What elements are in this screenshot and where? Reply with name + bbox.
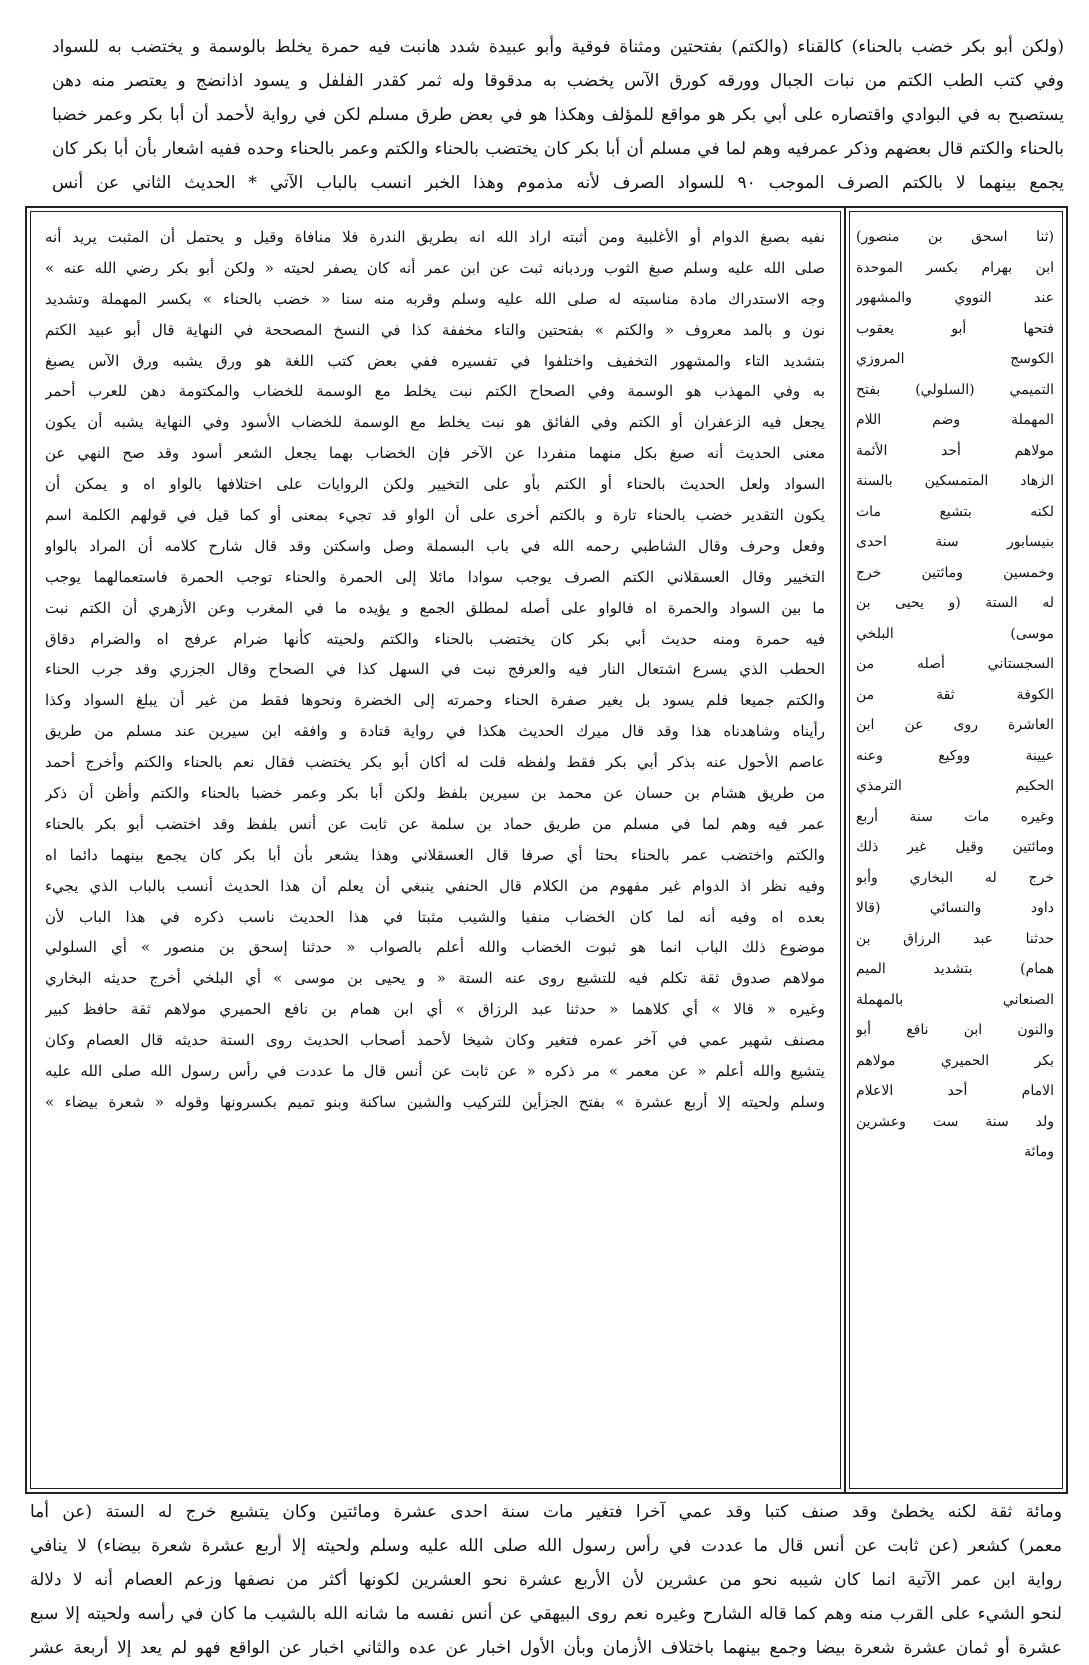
bottom-line: رواية ابن عمر الآتية انما كان شيبه نحو من عشرين لأن الأربع عشرة نحو العشرين لكونها أكثر من نصفها وزعم العصام أنه لا دلالة bbox=[30, 1570, 1062, 1590]
main-line: نون و بالمد معروف « والكتم » بفتحتين والتاء مخففة كذا في النسخ المصححة في النهاية قال أبو عبيد الكتم bbox=[45, 320, 825, 339]
side-line: وخمسين ومائتين خرج bbox=[856, 564, 1054, 581]
top-line: وفي كتب الطب الكتم من نبات الجبال وورقه كورق الآس يخضب به مدقوقا وله ثمر كقدر الفلفل و يسود اذانضج و يعتصر منه دهن bbox=[52, 71, 1064, 91]
side-line: خرج له البخاري وأبو bbox=[856, 869, 1054, 886]
main-line: عاصم الأحول عنه بذكر أبي بكر فقط ولفظه قلت له أكان أبو بكر يختضب فقال نعم بالحناء والكتم وأخرج أحمد bbox=[45, 753, 825, 772]
side-line: عند النووي والمشهور bbox=[856, 290, 1054, 306]
bottom-line: ومائة ثقة لكنه يخطئ وقد صنف كتبا وقد عمي آخرا فتغير مات سنة احدى عشرة ومائتين وكان يتشيع خرج له الستة (عن أما bbox=[30, 1502, 1062, 1522]
top-commentary bbox=[52, 30, 1064, 200]
main-line: معنى الحديث أنه صبغ بكل منهما منفردا عن الآخر فإن الخضاب بهما يجعل الشعر أسود وقد صح النهي عن bbox=[45, 444, 825, 463]
main-line: وجه الاستدراك مادة مناسبته له صلى الله عليه وسلم وقربه منه سنا « خضب بالحناء » بكسر المهملة وتشديد bbox=[45, 289, 825, 308]
side-line: (ثنا اسحق بن منصور) bbox=[856, 229, 1054, 245]
main-line: السواد ولعل الحديث بالحناء أو الكتم بأو على التخيير ولكن الروايات على اختلافها بالواو اه و يمكن أن bbox=[45, 475, 825, 494]
side-line: لكنه بتشيع مات bbox=[856, 503, 1054, 520]
main-line: موضوع ذلك الباب انما هو ثبوت الخضاب والله أعلم بالصواب « حدثنا إسحق بن منصور » أي السلولي bbox=[45, 938, 825, 957]
side-line: الكوفة ثقة من bbox=[856, 686, 1054, 703]
side-line: التميمي (السلولي) بفتح bbox=[856, 381, 1054, 398]
main-line: وسلم ولحيته إلا أربع عشرة » بفتح الجزأين للتركيب والشين ساكنة وبنو تميم بكسرونها وقوله « شعرة بيضاء » bbox=[45, 1092, 825, 1111]
bottom-commentary bbox=[30, 1495, 1062, 1665]
side-line: الحكيم الترمذي bbox=[856, 778, 1054, 794]
main-line: نفيه بصبغ الدوام أو الأغلبية ومن أثبته اراد الله انه بطريق الندرة فلا منافاة وقيل و يحتمل أن المثبت يريد أنه bbox=[45, 228, 825, 246]
side-line: الصنعاني بالمهملة bbox=[856, 991, 1054, 1008]
side-line: عيينة ووكيع وعنه bbox=[856, 747, 1054, 764]
side-line: بكر الحميري مولاهم bbox=[856, 1052, 1054, 1069]
side-line: ابن بهرام بكسر الموحدة bbox=[856, 259, 1054, 276]
side-line: ومائتين وقيل غير ذلك bbox=[856, 839, 1054, 855]
side-line: موسى) البلخي bbox=[856, 625, 1054, 642]
top-line: يستصبح به في البوادي واقتصاره على أبي بكر هو مواقع للمؤلف وهكذا هو في بعض طرق مسلم لكن في رواية لأحمد أن أبا بكر وعمر خضبا bbox=[52, 105, 1064, 125]
side-line: فتحها أبو يعقوب bbox=[856, 320, 1054, 337]
main-line: من طريق هشام بن حسان عن محمد بن سيرين بلفظ ولكن أبا بكر وعمر خضبا بالحناء والكتم وأظن أن ذكر bbox=[45, 784, 825, 803]
side-line: الكوسج المروزي bbox=[856, 351, 1054, 367]
main-line: وفعل وحرف وقال الشاطبي رحمه الله في باب البسملة وصل واسكتن وقد قال شارح كلامه أن المراد بالواو bbox=[45, 536, 825, 555]
bottom-line: معمر) كشعر (عن ثابت عن أنس قال ما عددت في رأس رسول الله صلى الله عليه وسلم ولحيته إلا أربع عشرة شعرة بيضاء) لا ينافي bbox=[30, 1536, 1062, 1556]
main-line: بعده اه وفيه أنه لما كان الخضاب منفيا والشيب مثبتا في هذا الحديث ناسب ذكره في هذا الباب لأن bbox=[45, 907, 825, 926]
main-line: الحطب الذي يسرع اشتعال النار فيه والعرفج نبت في السهل كذا في الصحاح وقال الجزري وقد جرب الحناء bbox=[45, 660, 825, 679]
main-line: والكتم جميعا فلم يسود بل يغير صفرة الحناء وحمرته إلى الخضرة ونحوها فقط من غير أن يبلغ السواد وكذا bbox=[45, 691, 825, 710]
main-line: صلى الله عليه وسلم صبغ الثوب وردبانه ثبت عن ابن عمر أنه كان يصفر لحيته « ولكن أبو بكر رضي الله عنه » bbox=[45, 258, 825, 277]
side-line: مولاهم أحد الأئمة bbox=[856, 442, 1054, 459]
main-line: به وفي المهذب هو الوسمة وفي الصحاح الكتم نبت يخلط مع الوسمة للخضاب والمكتومة دهن للعرب أحمر bbox=[45, 382, 825, 401]
side-line: ولد سنة ست وعشرين bbox=[856, 1113, 1054, 1130]
side-line: له الستة (و يحيى بن bbox=[856, 595, 1054, 611]
bottom-line: لنحو الشيء على القرب منه وهم كما قاله الشارح وغيره نعم روى البيهقي عن أنس نفسه ما شانه الله بالشيب ما كان في رأسه ولحيته إلا سبع bbox=[30, 1604, 1062, 1624]
side-line: الزهاد المتمسكين بالسنة bbox=[856, 473, 1054, 489]
side-commentary bbox=[856, 222, 1054, 1168]
main-line: وفيه نظر اذ الدوام غير مفهوم من الكلام قال الحنفي ينبغي أن يعلم أن هذا الحديث أنسب بالباب الذي يجيء bbox=[45, 876, 825, 895]
main-line: يجعل فيه الزعفران أو الكتم وفي الفائق هو نبت يخلط مع الوسمة للخضاب الأسود وفي النهاية يشبه أن يكون bbox=[45, 413, 825, 432]
side-line: المهملة وضم اللام bbox=[856, 412, 1054, 428]
top-line: يجمع بينهما لا بالكتم الصرف الموجب ٩٠ للسواد الصرف لأنه مذموم وهذا الخبر انسب بالباب الآتي * الحديث الثاني عن أنس bbox=[52, 173, 1064, 193]
side-line: ومائة bbox=[1024, 1144, 1054, 1160]
main-commentary bbox=[45, 222, 825, 1118]
side-line: همام) بتشديد الميم bbox=[856, 961, 1054, 977]
side-line: بنيسابور سنة احدى bbox=[856, 534, 1054, 550]
side-line: الامام أحد الاعلام bbox=[856, 1083, 1054, 1099]
main-line: مصنف شهير عمي في آخر عمره فتغير وكان شيخا لأحمد أصحاب الحديث روى الستة حديثه قال العصام وكان bbox=[45, 1031, 825, 1050]
top-line: بالحناء والكتم قال بعضهم وذكر عمرفيه وهم لما في مسلم أن أبا بكر كان يختضب بالحناء والكتم وعمر بالحناء وحده ففيه اشعار بأن أبا بكر كان bbox=[52, 139, 1064, 159]
side-line: والنون ابن نافع أبو bbox=[856, 1022, 1054, 1038]
side-line: العاشرة روى عن ابن bbox=[856, 717, 1054, 733]
main-line: والكتم واختضب عمر بالحناء بحتا أي صرفا قال العسقلاني وهذا يشعر بأن أبا بكر كان يجمع بينهما دائما اه bbox=[45, 845, 825, 864]
main-line: فيه حمرة ومنه حديث أبي بكر كان يختضب بالحناء والكتم ولحيته كأنها ضرام عرفج اه والضرام دقاق bbox=[45, 629, 825, 648]
main-line: بتشديد التاء والمشهور التخفيف واختلفوا في تفسيره ففي بعض كتب اللغة هو ورق يشبه ورق الآس يصبغ bbox=[45, 351, 825, 370]
side-line: السجستاني أصله من bbox=[856, 656, 1054, 672]
side-line: داود والنسائي (قالا bbox=[856, 900, 1054, 916]
main-line: يتشيع والله أعلم « عن معمر » مر ذكره « عن ثابت عن أنس قال ما عددت في رأس رسول الله صلى الله عليه bbox=[45, 1062, 825, 1081]
main-line: وغيره « قالا » أي كلاهما « حدثنا عبد الرزاق » أي ابن همام بن نافع الحميري مولاهم ثقة حافظ كبير bbox=[45, 1000, 825, 1019]
main-line: مولاهم صدوق ثقة تكلم فيه للتشيع روى عنه الستة « و يحيى بن موسى » أي البلخي أخرج حديثه البخاري bbox=[45, 969, 825, 988]
side-line: وغيره مات سنة أربع bbox=[856, 808, 1054, 825]
bottom-line: عشرة أو ثمان عشرة شعرة بيضا وجمع بينهما باختلاف الأزمان وبأن الأول اخبار عن عده والثاني اخبار عن الواقع فهو لم يعد إلا أربعة عشر bbox=[30, 1638, 1062, 1658]
main-line: ما بين السواد والحمرة اه فالواو على أصله لمطلق الجمع و يؤيده ما في المغرب وعن الأزهري أن الكتم نبت bbox=[45, 598, 825, 617]
top-line: (ولكن أبو بكر خضب بالحناء) كالقناء (والكتم) بفتحتين ومثناة فوقية وأبو عبيدة شدد هانبت فيه حمرة يخلط بالوسمة و يختضب به للسواد bbox=[52, 37, 1064, 57]
main-line: يكون التقدير خضب بالحناء تارة و بالكتم أخرى على أن الواو قد تجيء بمعنى أو كما قيل في قولهم الكلمة اسم bbox=[45, 506, 825, 525]
main-line: عمر فيه وهم لما في مسلم من طريق حماد بن سلمة عن ثابت عن أنس بلفظ وقد اختضب أبو بكر بالحناء bbox=[45, 814, 825, 833]
main-line: التخيير وقال العسقلاني الكتم الصرف يوجب سوادا مائلا إلى الحمرة والحناء توجب الحمرة فاستعمالهما يوجب bbox=[45, 567, 825, 586]
side-line: حدثنا عبد الرزاق بن bbox=[856, 930, 1054, 947]
main-line: رأيناه وشاهدناه هذا وقد قال ميرك الحديث هكذا في رواية قتادة و وافقه ابن سيرين عند مسلم من طريق bbox=[45, 722, 825, 741]
